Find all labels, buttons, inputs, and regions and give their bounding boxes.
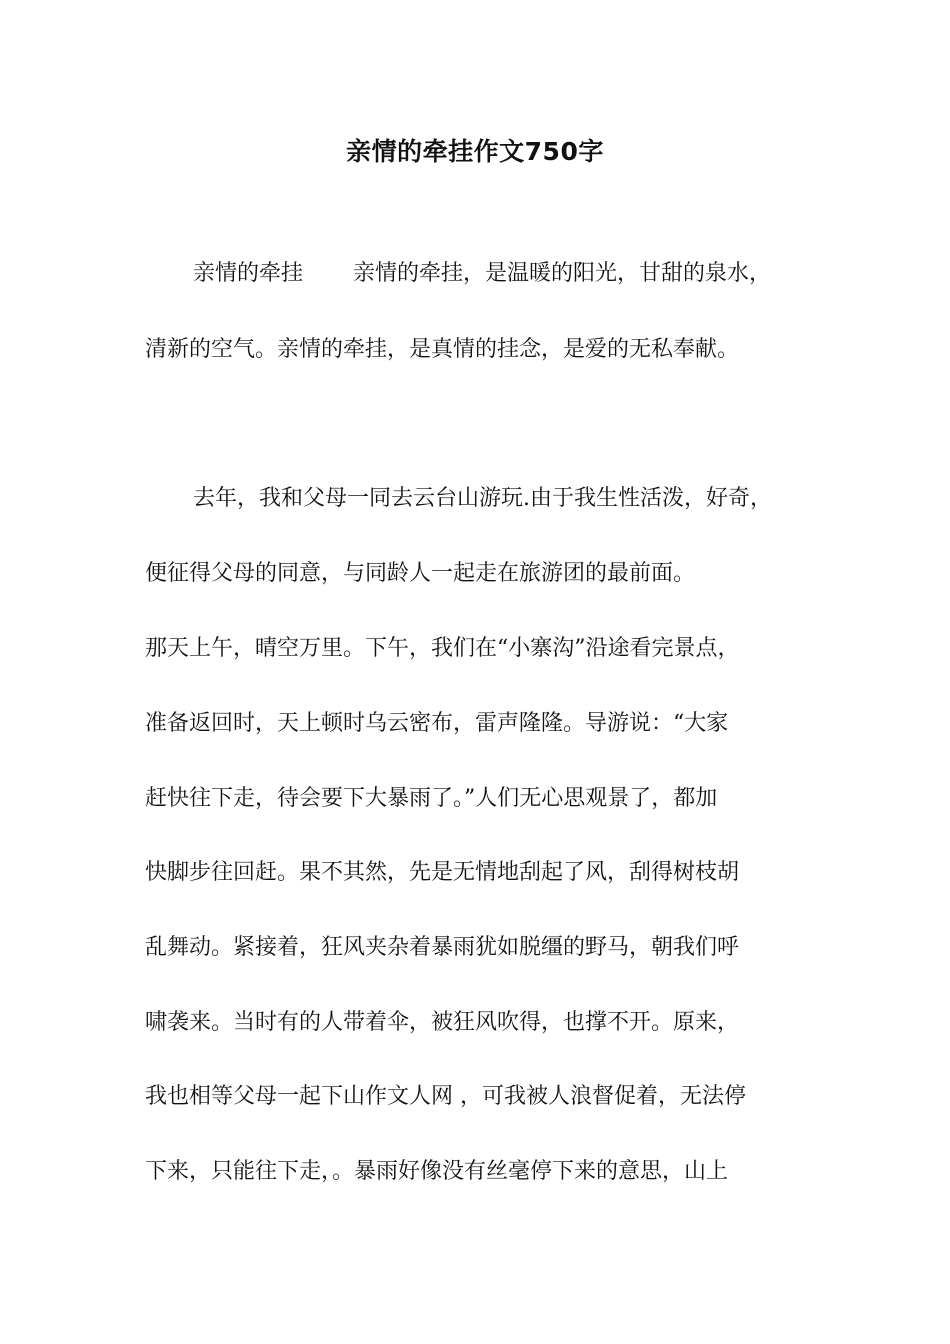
document-title: 亲情的牵挂作文750字	[346, 137, 604, 166]
paragraph-1-line-1-text: 亲情的牵挂，是温暖的阳光，甘甜的泉水，	[353, 261, 772, 286]
paragraph-2-line-4: 准备返回时，天上顿时乌云密布，雷声隆隆。导游说：“大家	[145, 711, 729, 736]
paragraph-2-line-2: 便征得父母的同意，与同龄人一起走在旅游团的最前面。	[145, 561, 696, 586]
paragraph-2-line-1: 去年，我和父母一同去云台山游玩.由于我生性活泼，好奇，	[193, 486, 772, 511]
paragraph-2-line-6: 快脚步往回赶。果不其然，先是无情地刮起了风，刮得树枝胡	[145, 860, 740, 885]
paragraph-2-line-9: 我也相等父母一起下山作文人网 ，可我被人浪督促着，无法停	[145, 1084, 746, 1109]
paragraph-2-line-10: 下来，只能往下走，。暴雨好像没有丝毫停下来的意思，山上	[145, 1159, 729, 1184]
paragraph-1-line-1	[193, 258, 873, 290]
paragraph-2-line-8: 啸袭来。当时有的人带着伞，被狂风吹得，也撑不开。原来，	[145, 1010, 740, 1035]
paragraph-1-line-2: 清新的空气。亲情的牵挂，是真情的挂念，是爱的无私奉献。	[145, 337, 740, 362]
paragraph-heading: 亲情的牵挂	[193, 261, 304, 286]
paragraph-2-line-7: 乱舞动。紧接着，狂风夹杂着暴雨犹如脱缰的野马，朝我们呼	[145, 935, 740, 960]
paragraph-2-line-3: 那天上午，晴空万里。下午，我们在“小寨沟”沿途看完景点，	[145, 636, 740, 661]
paragraph-2-line-5: 赶快往下走，待会要下大暴雨了。”人们无心思观景了，都加	[145, 786, 718, 811]
